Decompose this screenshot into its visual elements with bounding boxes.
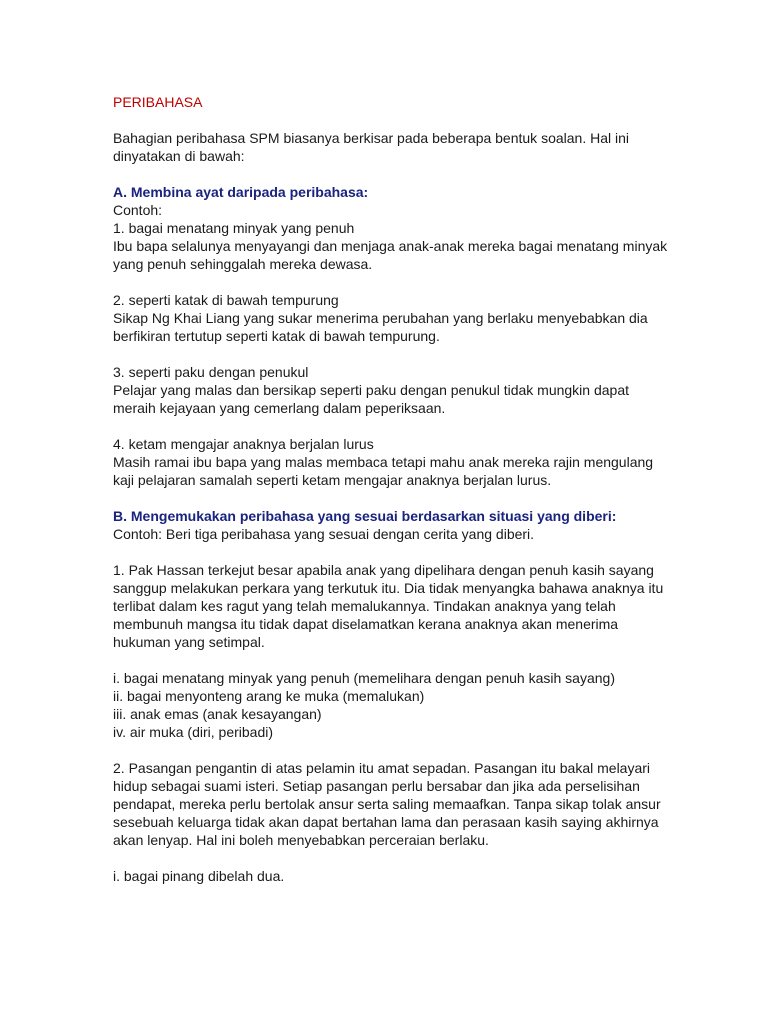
answer-item: iv. air muka (diri, peribadi) bbox=[113, 724, 274, 740]
section-a-heading: A. Membina ayat daripada peribahasa: bbox=[113, 184, 369, 200]
answer-item: i. bagai pinang dibelah dua. bbox=[113, 868, 285, 884]
situation-paragraph: 1. Pak Hassan terkejut besar apabila anak yang dipelihara dengan penuh kasih sayang sanggup melakukan perkara yang terkutuk itu. Dia tidak menyangka bahawa anaknya itu terlibat dalam kes ragut yang telah memalukannya. Tindakan anaknya yang telah membunuh mangsa itu tidak dapat diselamatkan kerana anaknya akan menerima hukuman yang setimpal. bbox=[113, 562, 664, 650]
answer-item: iii. anak emas (anak kesayangan) bbox=[113, 706, 322, 722]
situation-paragraph: 2. Pasangan pengantin di atas pelamin itu amat sepadan. Pasangan itu bakal melayari hidup sebagai suami isteri. Setiap pasangan perlu bersabar dan jika ada perselisihan pendapat, mereka perlu bertolak ansur serta saling memaafkan. Tanpa sikap tolak ansur sesebuah keluarga tidak akan dapat bertahan lama dan perasaan kasih saying akhirnya akan lenyap. Hal ini boleh menyebabkan perceraian berlaku. bbox=[113, 760, 661, 848]
proverb-item: 2. seperti katak di bawah tempurung bbox=[113, 292, 339, 308]
document-body bbox=[113, 93, 673, 885]
proverb-sentence: Ibu bapa selalunya menyayangi dan menjaga anak-anak mereka bagai menatang minyak yang penuh sehinggalah mereka dewasa. bbox=[113, 238, 668, 272]
answer-item: ii. bagai menyonteng arang ke muka (memalukan) bbox=[113, 688, 425, 704]
page-title: PERIBAHASA bbox=[113, 94, 203, 110]
proverb-sentence: Sikap Ng Khai Liang yang sukar menerima perubahan yang berlaku menyebabkan dia berfikiran tertutup seperti katak di bawah tempurung. bbox=[113, 310, 648, 344]
proverb-item: 4. ketam mengajar anaknya berjalan lurus bbox=[113, 436, 374, 452]
proverb-sentence: Masih ramai ibu bapa yang malas membaca tetapi mahu anak mereka rajin mengulang kaji pelajaran samalah seperti ketam mengajar anaknya berjalan lurus. bbox=[113, 454, 654, 488]
answer-item: i. bagai menatang minyak yang penuh (memelihara dengan penuh kasih sayang) bbox=[113, 670, 615, 686]
proverb-item: 1. bagai menatang minyak yang penuh bbox=[113, 220, 355, 236]
section-b-example-label: Contoh: Beri tiga peribahasa yang sesuai dengan cerita yang diberi. bbox=[113, 526, 535, 542]
section-a-example-label: Contoh: bbox=[113, 202, 163, 218]
proverb-item: 3. seperti paku dengan penukul bbox=[113, 364, 309, 380]
intro-paragraph: Bahagian peribahasa SPM biasanya berkisar pada beberapa bentuk soalan. Hal ini dinyatakan di bawah: bbox=[113, 130, 630, 164]
proverb-sentence: Pelajar yang malas dan bersikap seperti paku dengan penukul tidak mungkin dapat meraih kejayaan yang cemerlang dalam peperiksaan. bbox=[113, 382, 630, 416]
section-b-heading: B. Mengemukakan peribahasa yang sesuai berdasarkan situasi yang diberi: bbox=[113, 508, 617, 524]
